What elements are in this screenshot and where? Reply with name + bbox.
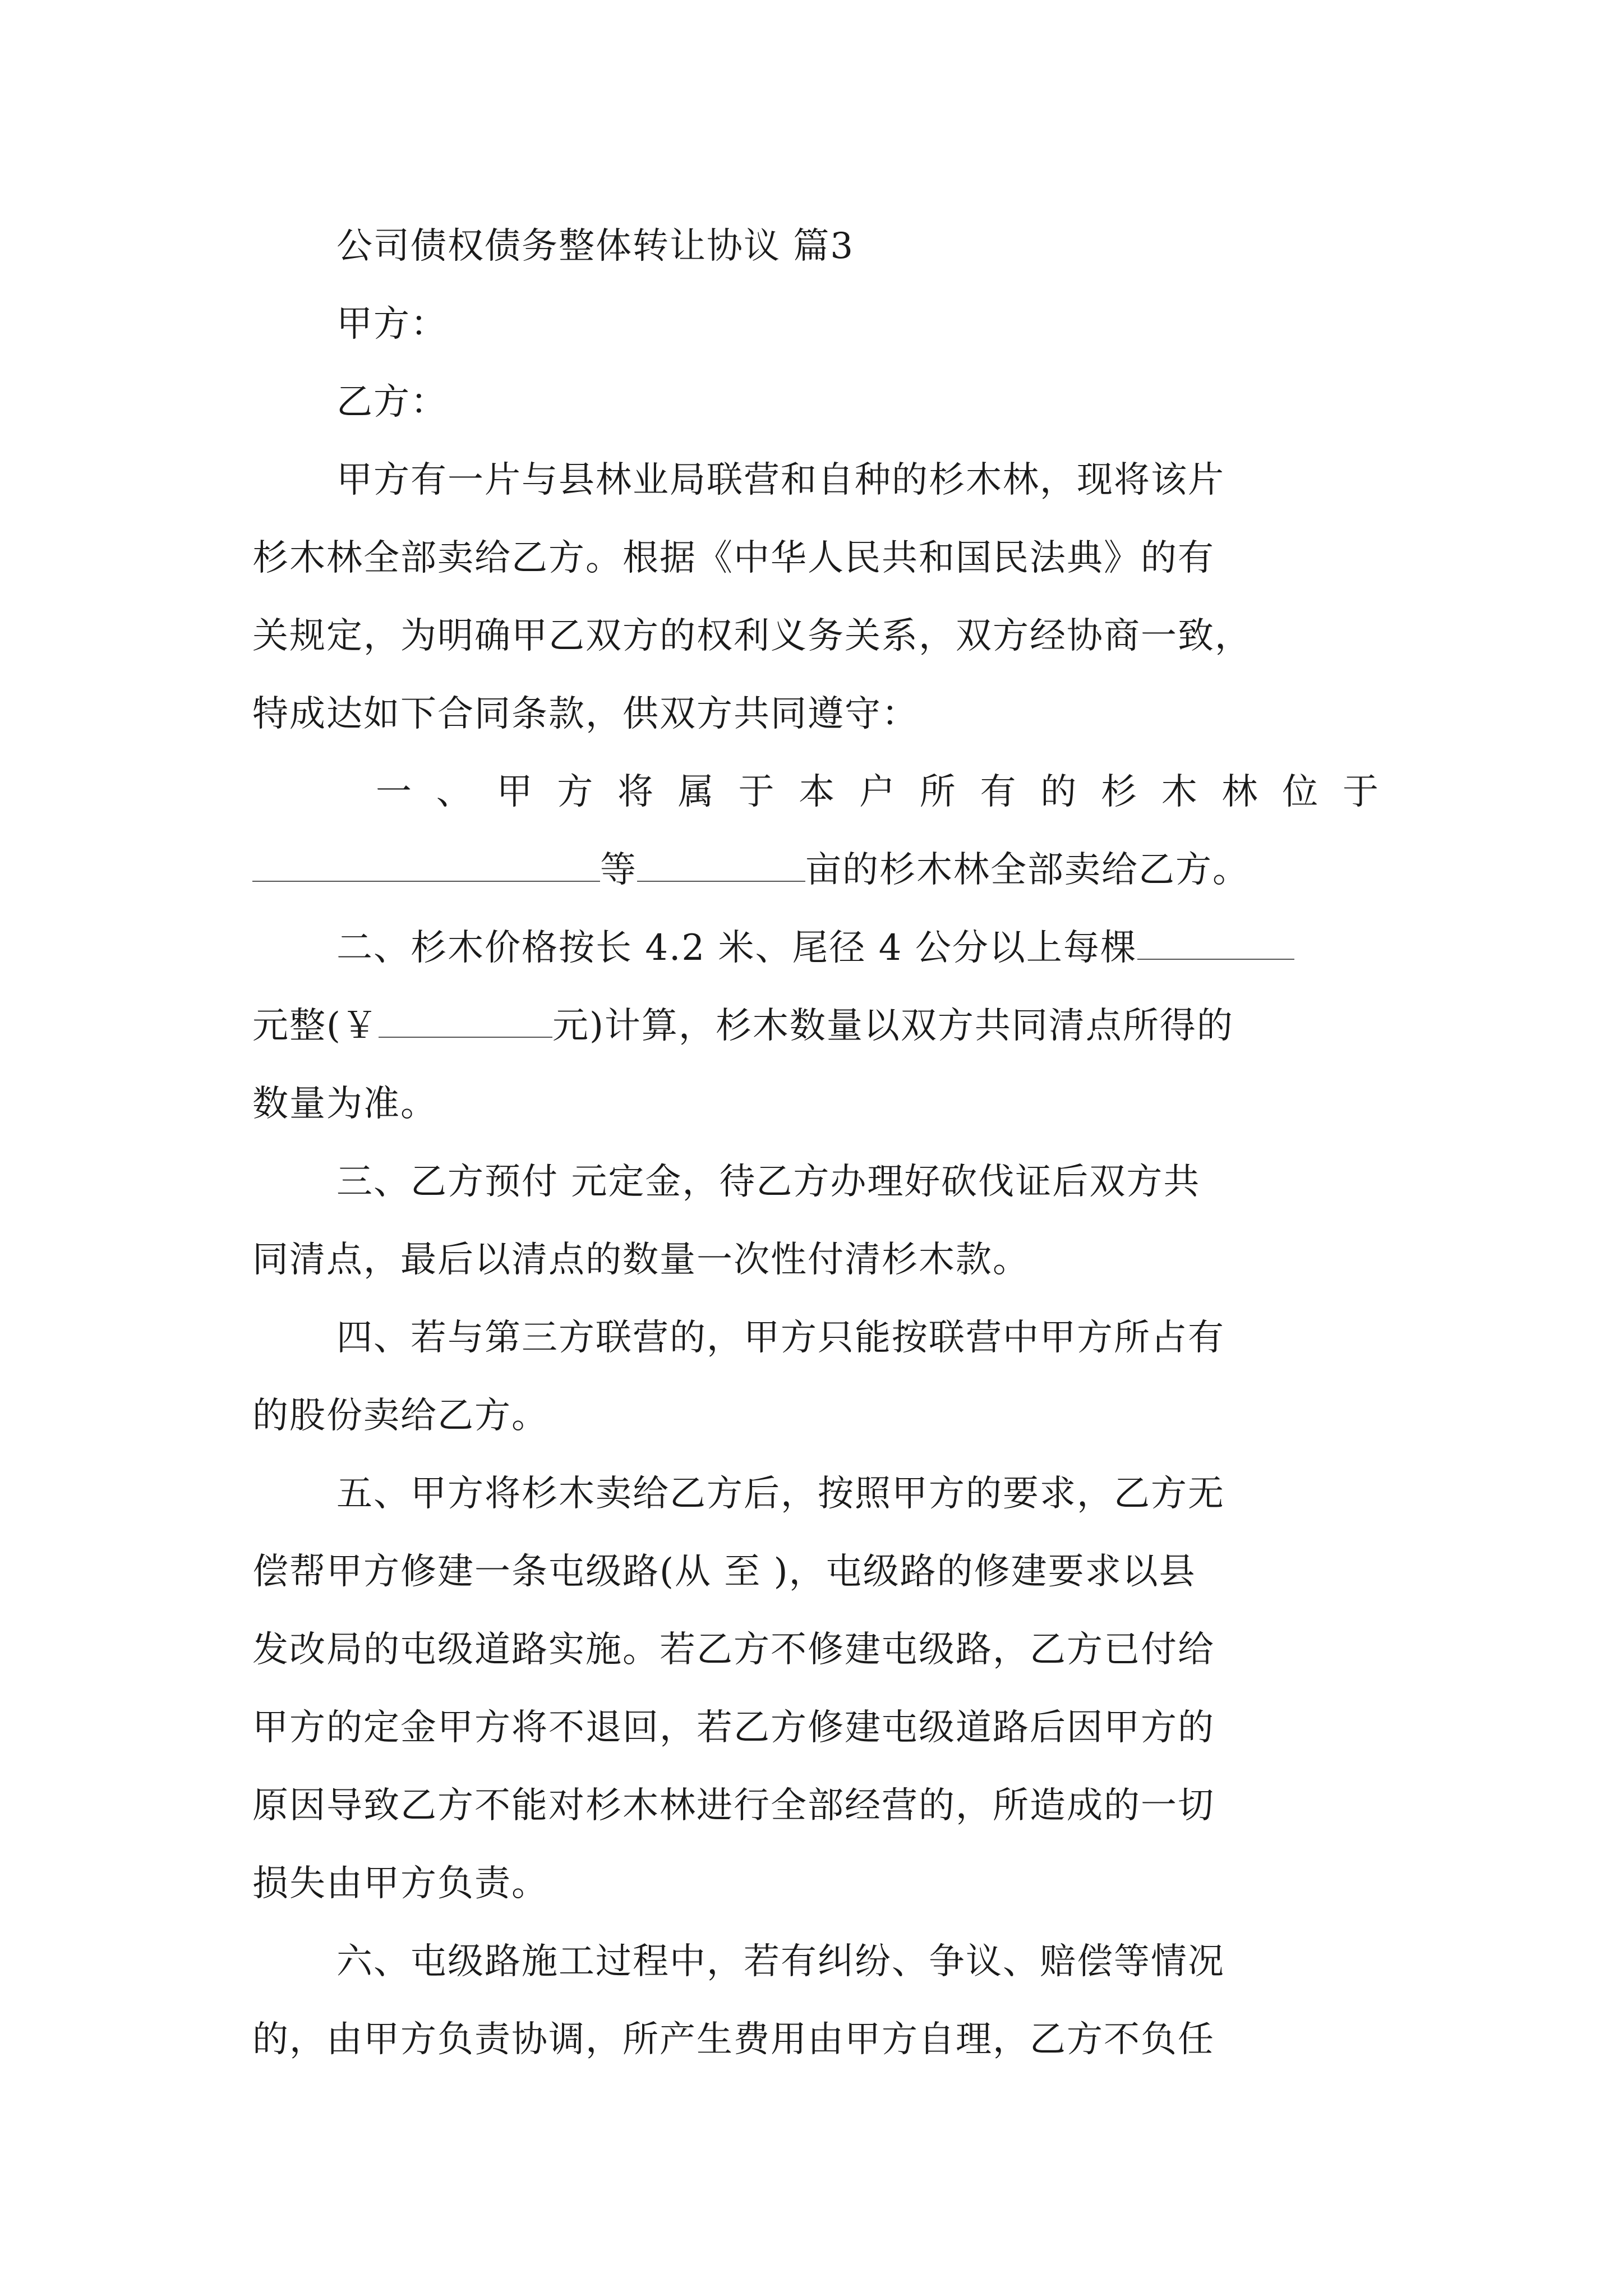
clause-2-text: 二、杉木价格按长 4.2 米、尾径 4 公分以上每棵 [336, 927, 1137, 969]
spaced-char: 属 [677, 771, 715, 813]
paragraph-line: 五、甲方将杉木卖给乙方后，按照甲方的要求，乙方无 [336, 1473, 1225, 1515]
paragraph-line: 偿帮甲方修建一条屯级路(从 至 )，屯级路的修建要求以县 [252, 1551, 1196, 1593]
spaced-char: 于 [738, 771, 776, 813]
paragraph-line: 六、屯级路施工过程中，若有纠纷、争议、赔偿等情况 [336, 1941, 1225, 1982]
clause-2-text: 元整(￥ [252, 1005, 379, 1047]
blank-location [252, 846, 600, 882]
paragraph-line: 的，由甲方负责协调，所产生费用由甲方自理，乙方不负任 [252, 2019, 1215, 2060]
clause-1-line-2 [252, 831, 1380, 909]
spaced-char: 位 [1282, 771, 1320, 813]
clause-2 [252, 909, 1380, 1143]
paragraph-line: 数量为准。 [252, 1083, 437, 1125]
clause-6 [252, 1923, 1380, 2079]
spaced-char: 所 [919, 771, 957, 813]
spaced-char: 、 [436, 771, 473, 813]
spaced-char: 的 [1040, 771, 1078, 813]
paragraph-line: 损失由甲方负责。 [252, 1863, 548, 1904]
spaced-char: 户 [859, 771, 896, 813]
spaced-char: 杉 [1101, 771, 1138, 813]
clause-1-tail: 亩的杉木林全部卖给乙方。 [805, 849, 1249, 891]
spaced-char: 木 [1161, 771, 1198, 813]
paragraph-line: 同清点，最后以清点的数量一次性付清杉木款。 [252, 1239, 1030, 1281]
spaced-char: 将 [617, 771, 654, 813]
clause-4 [252, 1299, 1380, 1455]
blank-amount [379, 1002, 552, 1038]
paragraph-line: 特成达如下合同条款，供双方共同遵守： [252, 693, 919, 735]
document-body [252, 208, 1380, 2079]
clause-5 [252, 1455, 1380, 1923]
spaced-char: 一 [376, 771, 413, 813]
party-b-label: 乙方： [336, 381, 448, 423]
blank-unit-price [1137, 924, 1294, 960]
spaced-char: 林 [1221, 771, 1259, 813]
clause-1-spaced-line [252, 753, 1380, 831]
paragraph-line: 甲方的定金甲方将不退回，若乙方修建屯级道路后因甲方的 [252, 1707, 1215, 1749]
clause-2-line-1 [252, 909, 1380, 987]
paragraph-line: 发改局的屯级道路实施。若乙方不修建屯级路，乙方已付给 [252, 1629, 1215, 1671]
blank-area [637, 846, 805, 882]
paragraph-line: 的股份卖给乙方。 [252, 1395, 548, 1437]
paragraph-line: 原因导致乙方不能对杉木林进行全部经营的，所造成的一切 [252, 1785, 1215, 1826]
document-title: 公司债权债务整体转让协议 篇3 [336, 226, 855, 267]
paragraph-line: 关规定，为明确甲乙双方的权利义务关系，双方经协商一致， [252, 615, 1252, 657]
clause-1-mid: 等 [600, 849, 637, 891]
spaced-char: 本 [799, 771, 836, 813]
clause-2-text: 元)计算，杉木数量以双方共同清点所得的 [552, 1005, 1234, 1047]
spaced-char: 于 [1343, 771, 1380, 813]
clause-3 [252, 1143, 1380, 1299]
intro-paragraph [252, 441, 1380, 753]
paragraph-line: 甲方有一片与县林业局联营和自种的杉木林，现将该片 [336, 459, 1225, 501]
paragraph-line: 四、若与第三方联营的，甲方只能按联营中甲方所占有 [336, 1317, 1225, 1359]
spaced-char: 有 [980, 771, 1017, 813]
paragraph-line: 三、乙方预付 元定金，待乙方办理好砍伐证后双方共 [336, 1161, 1201, 1203]
clause-2-line-2 [252, 987, 1380, 1065]
paragraph-line: 杉木林全部卖给乙方。根据《中华人民共和国民法典》的有 [252, 537, 1215, 579]
spaced-char: 甲 [496, 771, 534, 813]
party-a-label: 甲方： [336, 303, 448, 345]
clause-1 [252, 753, 1380, 909]
spaced-char: 方 [557, 771, 594, 813]
